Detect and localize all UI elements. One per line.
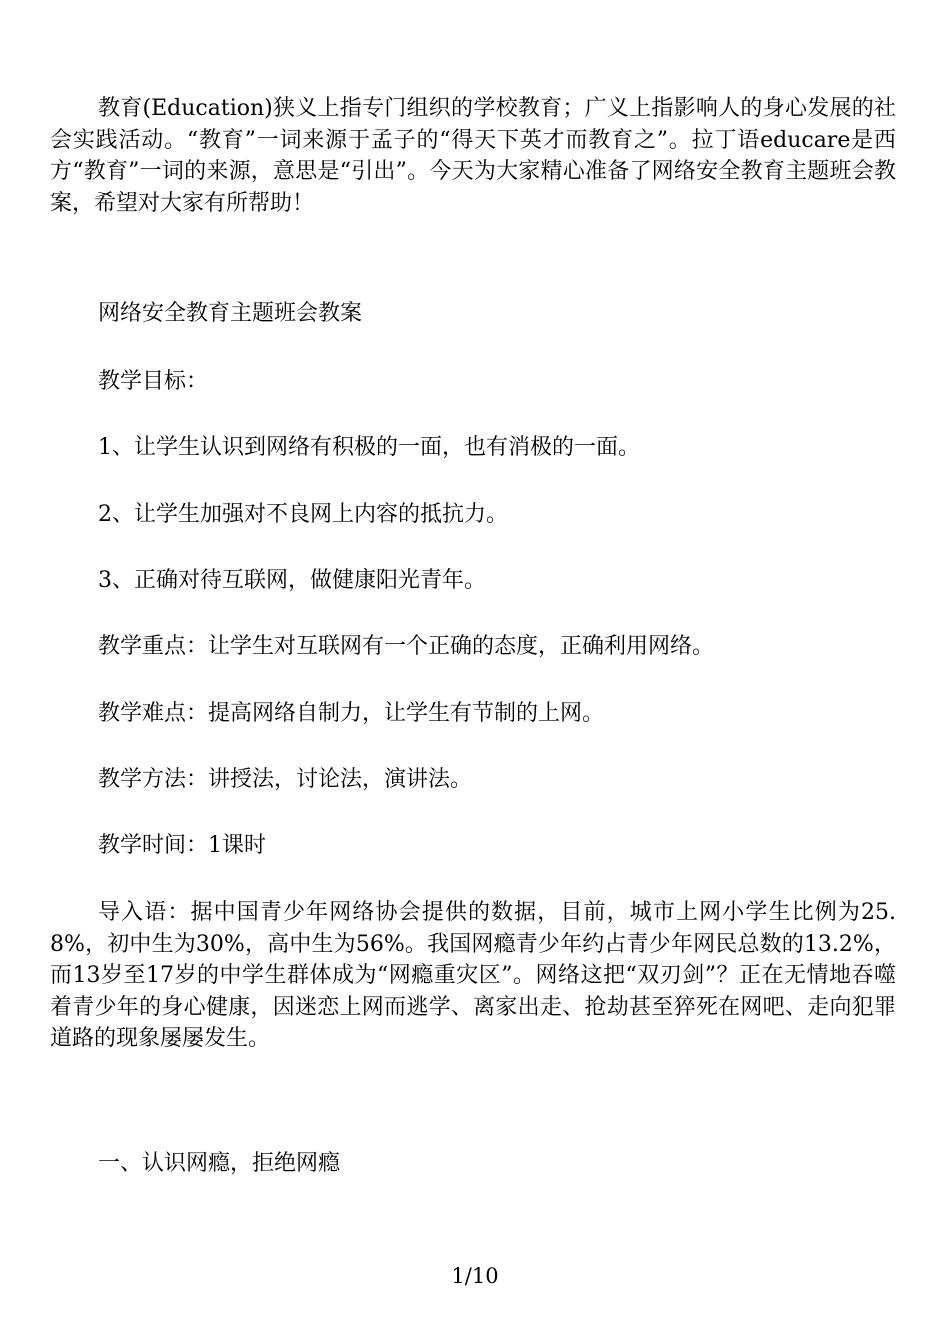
goal-item-2: 2、让学生加强对不良网上内容的抵抗力。 xyxy=(98,502,508,527)
section-heading-1: 一、认识网瘾，拒绝网瘾 xyxy=(98,1151,341,1176)
goals-label: 教学目标： xyxy=(98,369,209,394)
difficulty-line: 教学难点：提高网络自制力，让学生有节制的上网。 xyxy=(98,701,605,726)
goal-item-1: 1、让学生认识到网络有积极的一面，也有消极的一面。 xyxy=(98,435,640,460)
page-number: 1/10 xyxy=(451,1264,499,1288)
lead-in-paragraph: 导入语：据中国青少年网络协会提供的数据，目前，城市上网小学生比例为25.8%，初中生为30%，高中生为56%。我国网瘾青少年约占青少年网民总数的13.2%，而13岁至17岁的中学生群体成为“网瘾重灾区”。网络这把“双刃剑”？正在无情地吞噬着青少年的身心健康，因迷恋上网而逃学、离家出走、抢劫甚至猝死在网吧、走向犯罪道路的现象屡屡发生。 xyxy=(50,900,896,1051)
method-line: 教学方法：讲授法，讨论法，演讲法。 xyxy=(98,767,473,792)
time-line: 教学时间：1课时 xyxy=(98,833,266,858)
key-point-line: 教学重点：让学生对互联网有一个正确的态度，正确利用网络。 xyxy=(98,634,715,659)
intro-paragraph: 教育(Education)狭义上指专门组织的学校教育；广义上指影响人的身心发展的社会实践活动。“教育”一词来源于孟子的“得天下英才而教育之”。拉丁语educare是西方“教育”一词的来源，意思是“引出”。今天为大家精心准备了网络安全教育主题班会教案，希望对大家有所帮助！ xyxy=(50,96,896,216)
document-heading: 网络安全教育主题班会教案 xyxy=(98,301,363,326)
goal-item-3: 3、正确对待互联网，做健康阳光青年。 xyxy=(98,568,486,593)
